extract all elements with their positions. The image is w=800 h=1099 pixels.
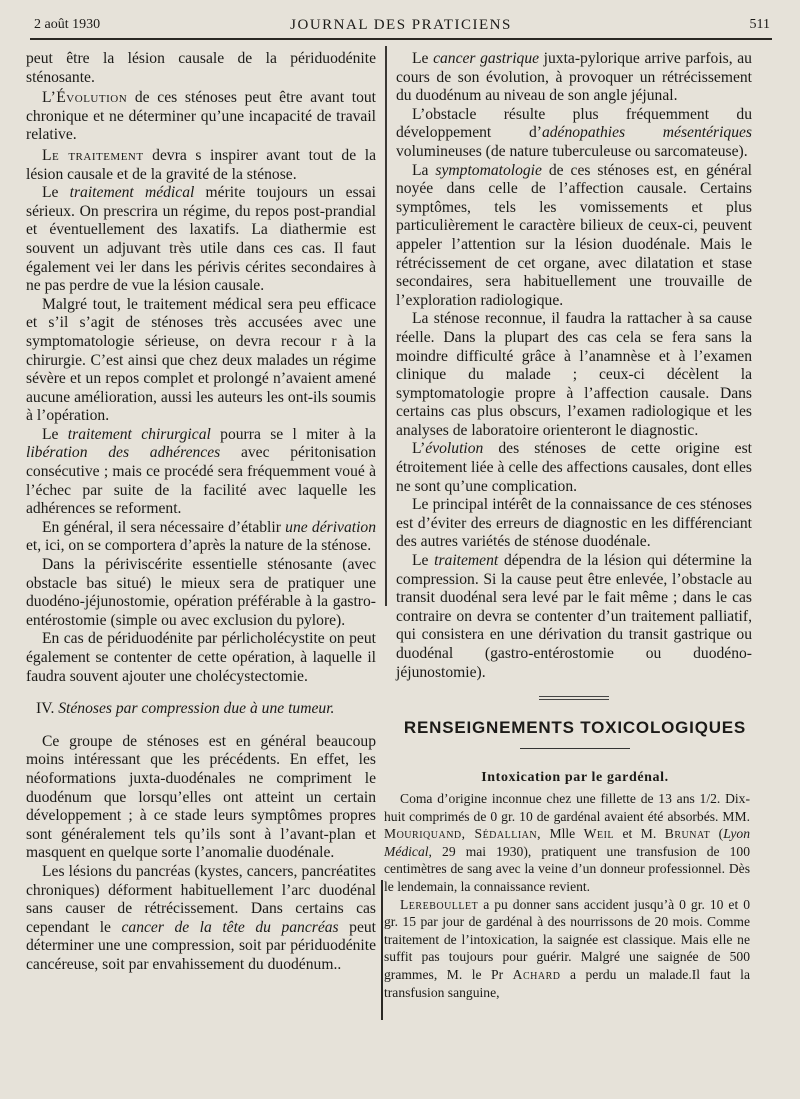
paragraph-text: L’: [412, 440, 426, 458]
author-names: Mouriquand, Sédallian,: [384, 826, 542, 842]
paragraph-text: a pu donner sans accident jusqu’à 0 gr. 10 et 0 gr. 15 par jour de gardénal à des nourrissons de 20 mois. Comme traitement de l’intoxication, la saignée est classique. Mais elle ne suffit pas toujours pour guérir. Malgré une saignée de 500 grammes, M. le Pr: [384, 896, 750, 982]
paragraph: Ce groupe de sténoses est en général beaucoup moins intéressant que les précédents. En effet, les néoformations juxta-duodénales ne compriment le duodénum que lorsqu’elles ont atteint un certain développement ; à ce stade leurs symptômes propres sont généralement tels qu’ils sont à l’avant-plan et masquent en quelque sorte l’anomalie duodénale.: [26, 732, 376, 862]
emphasis: traitement chirurgical: [67, 425, 211, 443]
author-name: Weil: [583, 826, 615, 842]
paragraph-text: avec péritonisation consécutive ; mais ce procédé sera fréquemment voué à l’échec par suite de la facilité avec laquelle les adhérences se reforment.: [26, 444, 376, 518]
margin-bar: [381, 880, 383, 1020]
paragraph-text: des sténoses de cette origine est étroitement liée à celle des affections causales, dont elles ne sont qu’une complication.: [396, 440, 752, 495]
journal-title: JOURNAL DES PRATICIENS: [290, 17, 512, 33]
right-column: [396, 50, 752, 700]
emphasis: cancer de la tête du pancréas: [121, 918, 339, 936]
paragraph: [26, 863, 376, 975]
paragraph-text: de ces sténoses est, en général noyée dans celle de l’affection causale. Certains symptômes, tels les vomissements et plus particulièrement le caractère bilieux de ceux-ci, peuvent appeler l’attention sur la lésion duodénale. Mais le rétrécissement de cet organe, avec dilatation et stase secondaires, sera habituellement une trouvaille de l’exploration radiologique.: [396, 161, 752, 309]
paragraph-text: et M.: [614, 826, 665, 842]
section-number: IV.: [36, 700, 59, 718]
paragraph-text: Le: [42, 184, 70, 202]
author-name: Achard: [512, 966, 561, 982]
paragraph: [26, 519, 376, 556]
paragraph: [26, 184, 376, 296]
paragraph-text: devra s inspirer avant tout de la lésion causale et de la gravité de la sténose.: [26, 146, 376, 183]
paragraph: [396, 50, 752, 106]
author-name: Lereboullet: [400, 896, 479, 912]
emphasis: une dérivation: [285, 518, 376, 536]
issue-date: 2 août 1930: [34, 17, 101, 32]
emphasis: adénopathies mésentériques: [541, 124, 753, 142]
page-number: 511: [749, 17, 770, 32]
keyword: L’Évolution: [42, 89, 128, 107]
paragraph: [26, 89, 376, 145]
emphasis: traitement médical: [69, 184, 195, 202]
paragraph: [396, 440, 752, 496]
emphasis: libération des adhérences: [26, 444, 221, 462]
column-divider: [385, 46, 387, 606]
article-title: Intoxication par le gardénal.: [481, 770, 669, 785]
paragraph-text: volumineuses (de nature tuberculeuse ou sarcomateuse).: [396, 142, 748, 160]
paragraph-text: juxta-pylorique arrive parfois, au cours de son évolution, à provoquer un rétrécissement du duodénum au niveau de son angle jéjunal.: [396, 50, 752, 105]
paragraph: [26, 426, 376, 519]
paragraph: En cas de périduodénite par pérlicholécystite on peut également se contenter de cette opération, à laquelle il faudra souvent ajouter une cholécystectomie.: [26, 630, 376, 685]
paragraph-text: dépendra de la lésion qui détermine la compression. Si la cause peut être enlevée, l’obstacle au transit duodénal sera levé par le fait même ; dans le cas contraire on devra se contenter d’un traitement palliatif, qui consistera en une dérivation du transit gastrique ou duodénal (gastro-entérostomie ou duodéno-jéjunostomie).: [396, 552, 752, 681]
paragraph-text: Le: [412, 50, 434, 67]
paragraph-text: L’obstacle résulte plus fréquemment du développement d’: [396, 105, 752, 142]
paragraph-text: Les lésions du pancréas (kystes, cancers, pancréatites chroniques) déforment habituellement l’arc duodénal sans causer de rétrécissement. Dans certains cas cependant le: [26, 862, 376, 936]
paragraph: peut être la lésion causale de la périduodénite sténosante.: [26, 50, 376, 86]
paragraph: [396, 162, 752, 311]
emphasis: cancer gastrique: [433, 50, 540, 67]
paragraph: Malgré tout, le traitement médical sera peu efficace et s’il s’agit de sténoses très accusées avec une symptomatologie sérieuse, on devra recour r à la chirurgie. C’est ainsi que chez deux malades un régime sévère et un repos complet et prolongé n’avaient amené aucune amélioration, aussi les auteurs les ont-ils soumis à l’opération.: [26, 295, 376, 425]
paragraph-text: de ces sténoses peut être avant tout chronique et ne déterminer qu’une incapacité de travail relative.: [26, 89, 376, 144]
paragraph-text: a perdu un malade.Il faut la transfusion sanguine,: [384, 966, 750, 1000]
paragraph-text: Le: [412, 552, 435, 570]
page-header: [30, 10, 772, 40]
emphasis: traitement: [434, 552, 499, 570]
left-column: [26, 50, 376, 975]
paragraph-text: peut déterminer une une compression, soit par périduodénite cancéreuse, soit par envahissement du duodénum..: [26, 918, 376, 973]
author-name: Brunat: [664, 826, 711, 842]
paragraph-text: , 29 mai 1930), pratiquent une transfusion de 100 centimètres de sang avec la veine d’un donneur professionnel. Dès le lendemain, la connaissance revient.: [384, 843, 750, 894]
paragraph-text: mérite toujours un essai sérieux. On prescrira un régime, du repos post-prandial et éventuellement des laxatifs. La diathermie est souvent un adjuvant très utile dans ces cas. Il faut également vei ler dans les périvis cérites secondaires à ne pas perdre de vue la lésion causale.: [26, 184, 376, 295]
paragraph: [384, 896, 750, 1002]
paragraph-text: La: [412, 161, 436, 179]
keyword: Le traitement: [42, 146, 144, 164]
paragraph: Le principal intérêt de la connaissance de ces sténoses est d’éviter des erreurs de diagnostic en les différenciant des autres variétés de sténose duodénale.: [396, 496, 752, 551]
paragraph: La sténose reconnue, il faudra la rattacher à sa cause réelle. Dans la plupart des cas cela se fera sans la moindre difficulté grâce à l’anamnèse et à l’examen clinique du malade ; ceux-ci décèlent la symptomatologie propre à l’affection causale. Dans certains cas plus obscurs, l’examen radiologique et les analyses de laboratoire orienteront le diagnostic.: [396, 310, 752, 439]
emphasis: symptomatologie: [435, 161, 542, 179]
paragraph-text: Le: [42, 425, 68, 443]
paragraph: [384, 790, 750, 896]
journal-ref: Lyon Médical: [384, 826, 750, 859]
emphasis: évolution: [425, 440, 484, 458]
section-end-rule: [539, 696, 609, 700]
heading-rule: [520, 748, 630, 749]
paragraph: [396, 106, 752, 162]
section-heading: [26, 700, 376, 719]
toxicology-heading: RENSEIGNEMENTS TOXICOLOGIQUES: [403, 718, 747, 737]
paragraph: [26, 147, 376, 184]
paragraph-text: pourra se l miter à la: [210, 425, 376, 443]
paragraph-text: En général, il sera nécessaire d’établir: [42, 518, 286, 536]
toxicology-article: [384, 790, 750, 1001]
paragraph: [396, 552, 752, 682]
paragraph-text: Mlle: [541, 826, 584, 842]
paragraph-text: et, ici, on se comportera d’après la nature de la sténose.: [26, 537, 372, 555]
section-title: Sténoses par compression due à une tumeur.: [58, 700, 335, 718]
paragraph-text: (: [710, 826, 724, 842]
paragraph: Dans la périviscérite essentielle sténosante (avec obstacle bas situé) le mieux sera de pratiquer une duodéno-jéjunostomie, opération préférable à la gastro-entérostomie (simple ou avec exclusion du pylore).: [26, 556, 376, 629]
paragraph-text: Coma d’origine inconnue chez une fillette de 13 ans 1/2. Dix-huit comprimés de 0 gr. 10 de gardénal avaient été absorbés. MM.: [384, 791, 750, 824]
